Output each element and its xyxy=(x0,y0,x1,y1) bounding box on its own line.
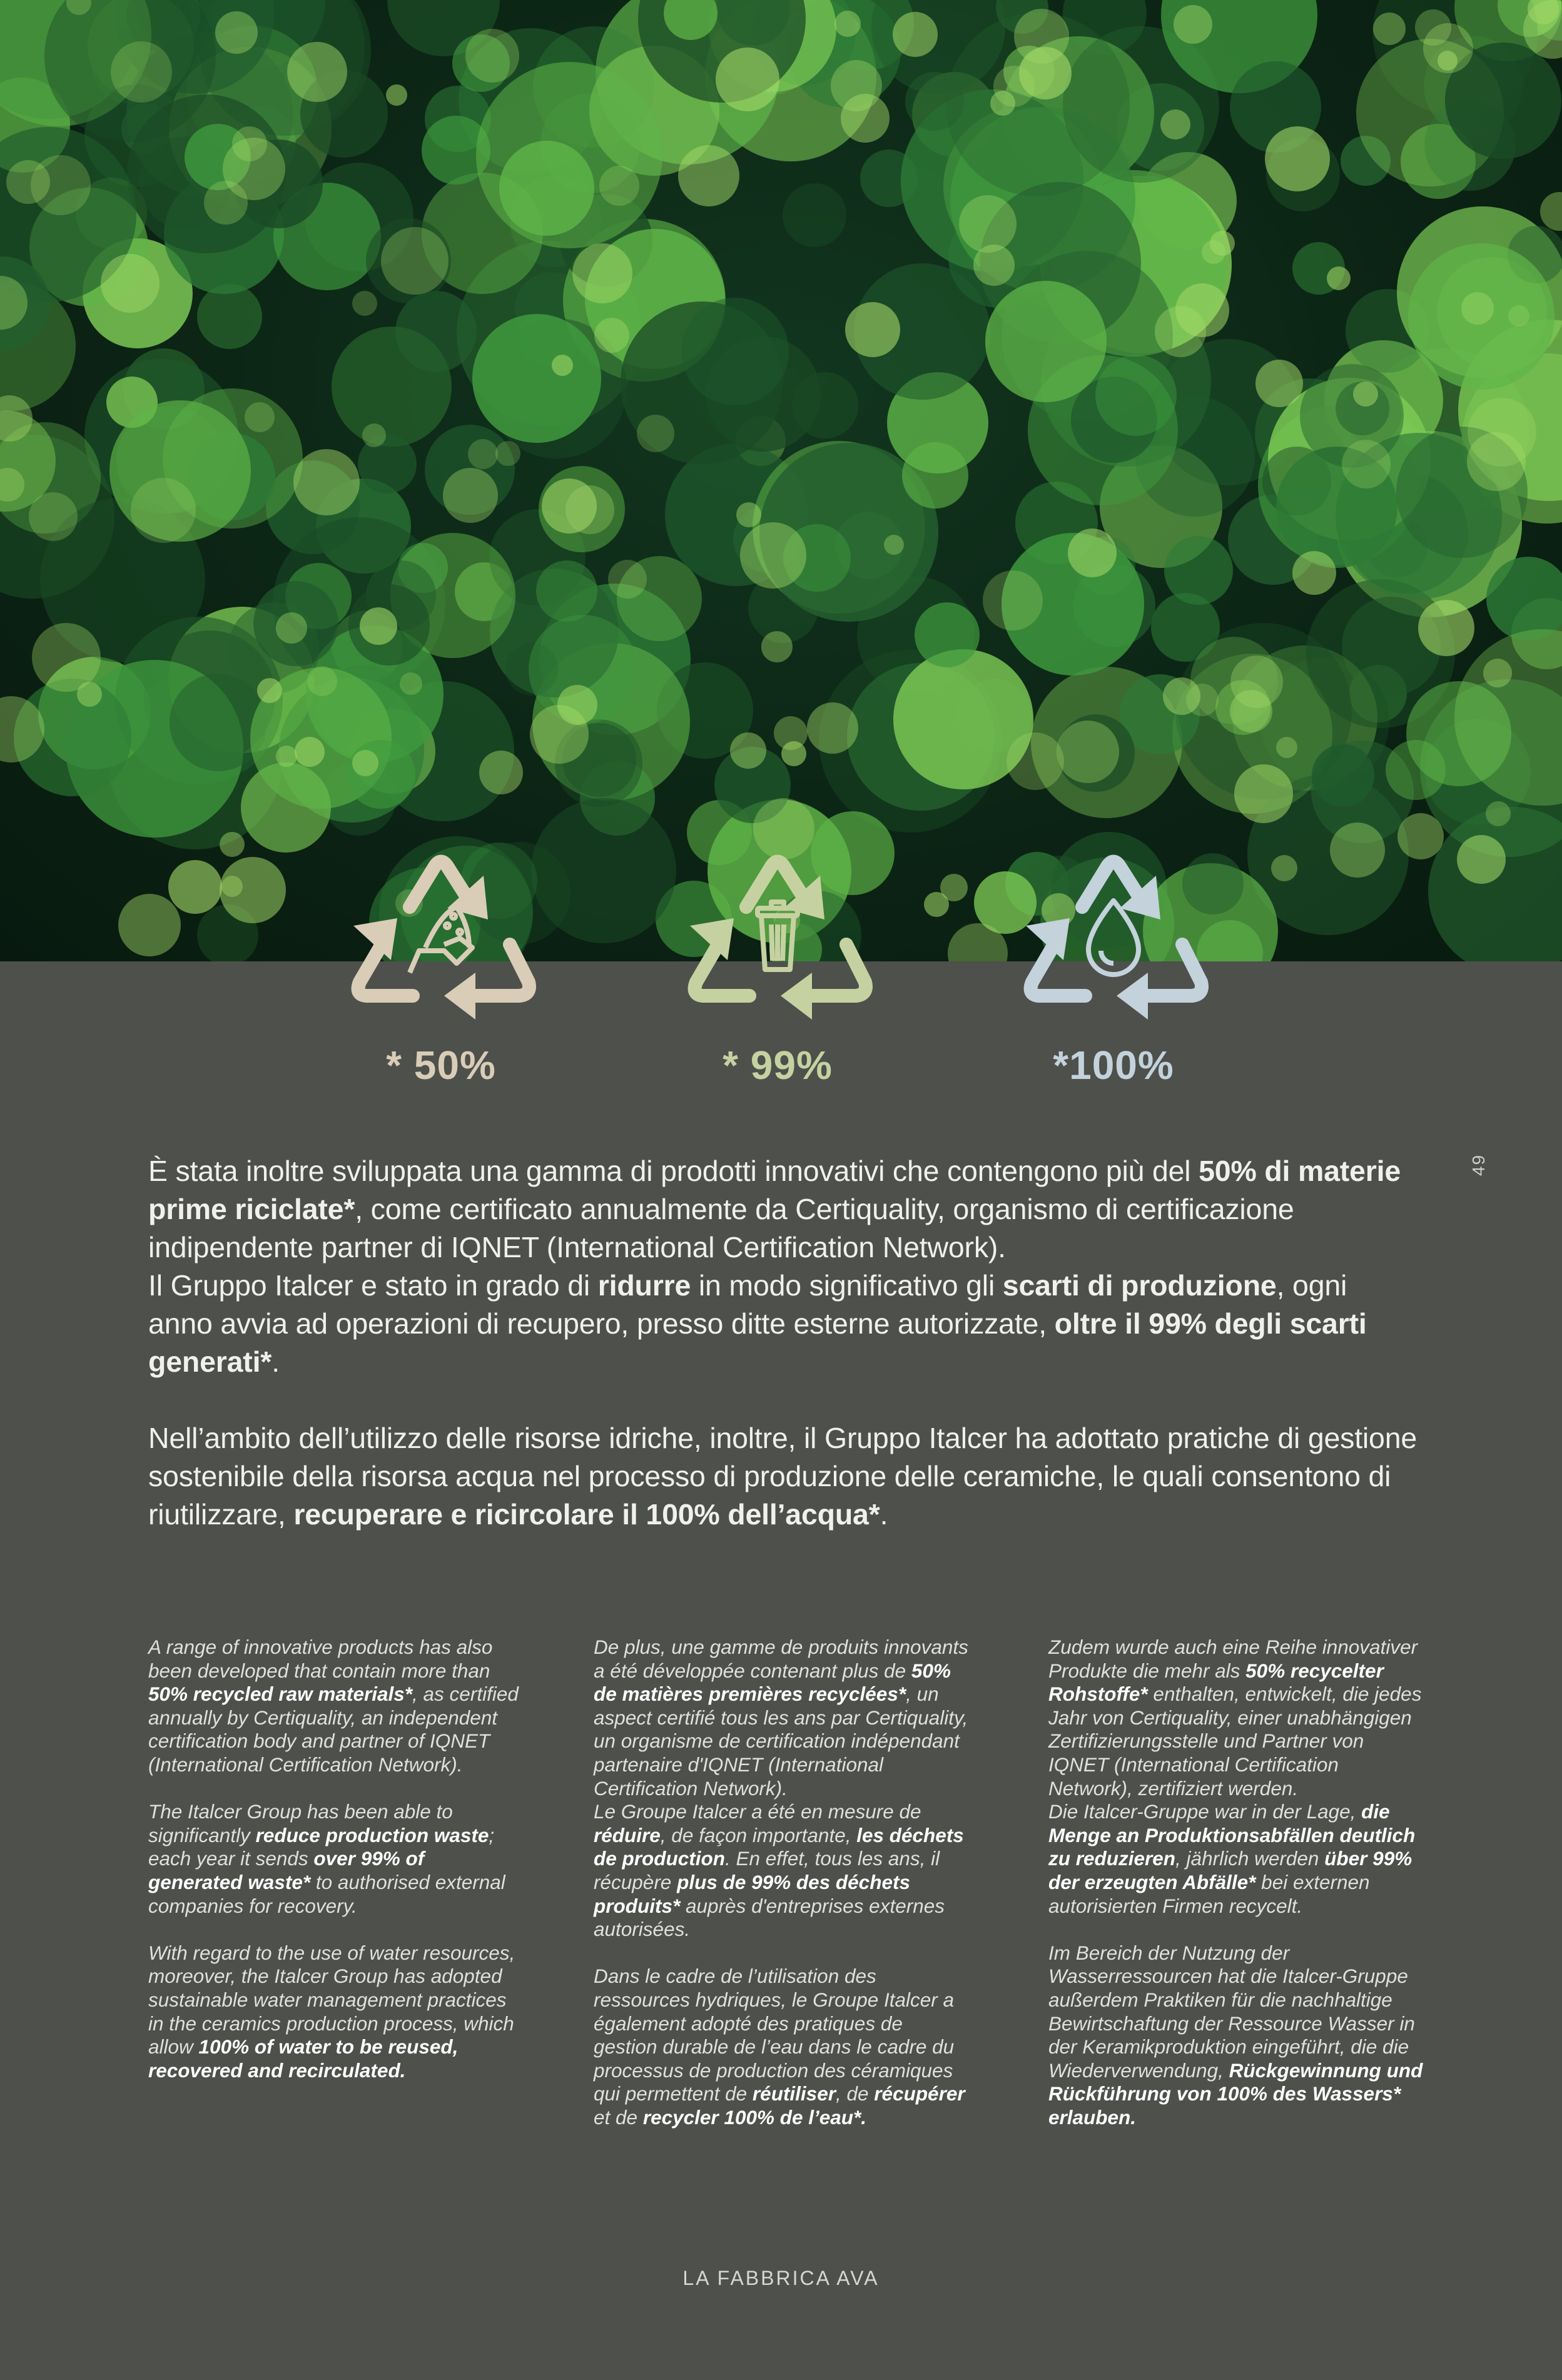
stat-water-recycling xyxy=(1007,838,1220,1088)
recycling-stats xyxy=(0,838,1562,1101)
sunlit-foliage xyxy=(1461,292,1494,325)
sunlit-foliage xyxy=(276,746,297,767)
water-drop-icon xyxy=(1013,838,1214,1038)
sunlit-foliage xyxy=(400,672,422,695)
sunlit-foliage xyxy=(1163,677,1200,715)
sunlit-foliage xyxy=(807,702,858,754)
english-column xyxy=(148,1636,524,2082)
tree-crown xyxy=(985,281,1107,402)
tree-crown xyxy=(681,298,789,405)
sunlit-foliage xyxy=(1292,551,1336,595)
sunlit-foliage xyxy=(1255,360,1303,407)
sunlit-foliage xyxy=(131,478,196,543)
sunlit-foliage xyxy=(1423,23,1473,73)
sunlit-foliage xyxy=(1373,13,1406,45)
sunlit-foliage xyxy=(678,145,739,206)
forest-canopy-illustration xyxy=(0,0,1562,961)
sunlit-foliage xyxy=(1174,5,1212,44)
sunlit-foliage xyxy=(443,468,498,523)
stat-value: *100% xyxy=(1053,1043,1174,1088)
tree-crown xyxy=(472,314,601,443)
sunlit-foliage xyxy=(730,732,766,769)
sunlit-foliage xyxy=(1353,382,1378,407)
tree-crown xyxy=(783,183,846,247)
tree-crown xyxy=(347,740,415,809)
de-paragraph-1: Zudem wurde auch eine Reihe innovativer Produkte die mehr als 50% recycelter Rohstoffe* enthalten, entwickelt, die jedes Jahr von Certiquality, einer unabhängigen Zertifizierungsstelle und Partner von IQNET (International Certification Network), zertifiziert werden. Die Italcer-Gruppe war in der Lage, die Menge an Produktionsabfällen deutlich zu reduzieren, jährlich werden über 99% der erzeugten Abfälle* bei externen autorisierten Firmen recycelt. xyxy=(1048,1636,1422,1917)
sunlit-foliage xyxy=(307,666,337,696)
sunlit-foliage xyxy=(834,11,861,37)
sunlit-foliage xyxy=(1467,432,1526,491)
stat-recycled-materials xyxy=(335,838,547,1088)
sunlit-foliage xyxy=(736,502,761,527)
sunlit-foliage xyxy=(1540,192,1562,231)
sunlit-foliage xyxy=(1202,240,1225,264)
sunlit-foliage xyxy=(740,522,806,589)
sunlit-foliage xyxy=(468,439,498,469)
sunlit-foliage xyxy=(761,631,793,662)
tree-crown xyxy=(197,284,262,349)
fr-paragraph-2: Dans le cadre de l’utilisation des ressources hydriques, le Groupe Italcer a également adopté des pratiques de gestion durable de l’eau dans le cadre du processus de production des céramiques qui permettent de réutiliser, de récupérer et de recycler 100% de l’eau*. xyxy=(594,1965,965,2129)
sunlit-foliage xyxy=(1014,9,1069,64)
footer-brand: LA FABBRICA AVA xyxy=(682,2267,880,2289)
sunlit-foliage xyxy=(1327,266,1351,290)
sunlit-foliage xyxy=(1486,801,1511,826)
sunlit-foliage xyxy=(479,751,523,794)
sunlit-foliage xyxy=(386,84,407,106)
fr-paragraph-1: De plus, une gamme de produits innovants a été développée contenant plus de 50% de matières premières recyclées*, un aspect certifié tous les ans par Certiquality, un organisme de certification indépendant partenaire d'IQNET (International Certification Network). Le Groupe Italcer a été en mesure de réduire, de façon importante, les déchets de production. En effet, tous les ans, il récupère plus de 99% des déchets produits* auprès d'entreprises externes autorisées. xyxy=(594,1636,968,1941)
sunlit-foliage xyxy=(841,94,890,143)
sunlit-foliage xyxy=(959,195,1017,253)
sunlit-foliage xyxy=(215,11,258,54)
sunlit-foliage xyxy=(495,441,520,466)
stat-value: * 99% xyxy=(723,1043,833,1088)
sunlit-foliage xyxy=(362,423,386,447)
sunlit-foliage xyxy=(295,737,325,767)
sunlit-foliage xyxy=(572,243,632,303)
sunlit-foliage xyxy=(1230,690,1272,732)
sunlit-foliage xyxy=(257,678,282,703)
german-column xyxy=(1048,1636,1424,2129)
sunlit-foliage xyxy=(1007,732,1064,790)
sunlit-foliage xyxy=(352,291,377,316)
sunlit-foliage xyxy=(1068,529,1117,577)
sunlit-foliage xyxy=(352,750,378,776)
waste-bin-icon xyxy=(677,838,878,1038)
tree-crown xyxy=(536,560,597,622)
page-number: 49 xyxy=(1469,1153,1488,1176)
sunlit-foliage xyxy=(1418,600,1474,656)
sunlit-foliage xyxy=(1175,283,1229,337)
sunlit-foliage xyxy=(32,623,101,692)
tree-crown xyxy=(915,602,980,667)
french-column xyxy=(594,1636,969,2129)
sunlit-foliage xyxy=(465,29,519,83)
sunlit-foliage xyxy=(845,302,900,357)
sunlit-foliage xyxy=(1234,764,1293,823)
en-paragraph-3: With regard to the use of water resources, moreover, the Italcer Group has adopted sustainable water management practices in the ceramics production process, which allow 100% of water to be reused, recovered and recirculated. xyxy=(148,1941,515,2082)
sunlit-foliage xyxy=(276,612,307,644)
sunlit-foliage xyxy=(287,42,347,102)
sunlit-foliage xyxy=(1265,126,1330,191)
sunlit-foliage xyxy=(293,449,360,515)
main-paragraph-1: È stata inoltre sviluppata una gamma di prodotti innovativi che contengono più del 50% di materie prime riciclate*, come certificato annualmente da Certiquality, organismo di certificazione indipendente partner di IQNET (International Certification Network). Il Gruppo Italcer e stato in grado di ridurre in modo significativo gli scarti di produzione, ogni anno avvia ad operazioni di recupero, presso ditte esterne autorizzate, oltre il 99% degli scarti generati*. xyxy=(148,1155,1401,1378)
recycled-materials-icon xyxy=(341,838,541,1038)
sunlit-foliage xyxy=(552,355,573,376)
sunlit-foliage xyxy=(1342,440,1391,489)
main-italian-text xyxy=(148,1152,1418,1534)
sunlit-foliage xyxy=(29,492,78,541)
sunlit-foliage xyxy=(381,227,449,295)
sunlit-foliage xyxy=(983,570,1043,630)
forest-aerial-photo xyxy=(0,0,1562,961)
tree-crown xyxy=(1312,744,1374,807)
sunlit-foliage xyxy=(223,138,285,200)
tree-crown xyxy=(476,62,662,248)
sunlit-foliage xyxy=(599,166,639,206)
sunlit-foliage xyxy=(608,560,647,599)
sunlit-foliage xyxy=(6,160,50,204)
stat-value: * 50% xyxy=(386,1043,496,1088)
sunlit-foliage xyxy=(557,685,597,725)
sunlit-foliage xyxy=(111,41,172,103)
tree-crown xyxy=(860,149,918,207)
en-paragraph-2: The Italcer Group has been able to significantly reduce production waste; each year it sends over 99% of generated waste* to authorised external companies for recovery. xyxy=(148,1800,505,1917)
main-paragraph-2: Nell’ambito dell’utilizzo delle risorse idriche, inoltre, il Gruppo Italcer ha adottato pratiche di gestione sostenibile della risorsa acqua nel processo di produzione delle ceramiche, le quali consentono di riutilizzare, recuperare e ricircolare il 100% dell’acqua*. xyxy=(148,1422,1417,1531)
en-paragraph-1: A range of innovative products has also been developed that contain more than 50% recycled raw materials*, as certified annually by Certiquality, an independent certification body and partner of IQNET (International Certification Network). xyxy=(148,1636,519,1776)
stat-waste-reduction xyxy=(671,838,884,1088)
sunlit-foliage xyxy=(360,607,397,645)
sunlit-foliage xyxy=(245,402,275,432)
sunlit-foliage xyxy=(1483,659,1512,687)
sunlit-foliage xyxy=(716,48,779,111)
tree-crown xyxy=(902,442,968,509)
sunlit-foliage xyxy=(893,12,938,57)
sunlit-foliage xyxy=(1508,305,1529,327)
tree-crown xyxy=(1164,536,1233,605)
sunlit-foliage xyxy=(594,318,629,353)
sunlit-foliage xyxy=(1276,737,1297,758)
tree-crown xyxy=(1095,355,1177,436)
sunlit-foliage xyxy=(884,535,904,555)
sunlit-foliage xyxy=(1160,109,1190,139)
sunlit-foliage xyxy=(542,479,597,534)
sunlit-foliage xyxy=(774,716,808,750)
sunlit-foliage xyxy=(101,254,160,313)
sunlit-foliage xyxy=(637,415,674,452)
sunlit-foliage xyxy=(1057,721,1119,783)
de-paragraph-2: Im Bereich der Nutzung der Wasserressourcen hat die Italcer-Gruppe außerdem Praktiken für die nachhaltige Bewirtschaftung der Ressource Wasser in der Keramikproduktion eingeführt, die die Wiederverwendung, Rückgewinnung und Rückführung von 100% des Wassers* erlauben. xyxy=(1048,1941,1423,2129)
